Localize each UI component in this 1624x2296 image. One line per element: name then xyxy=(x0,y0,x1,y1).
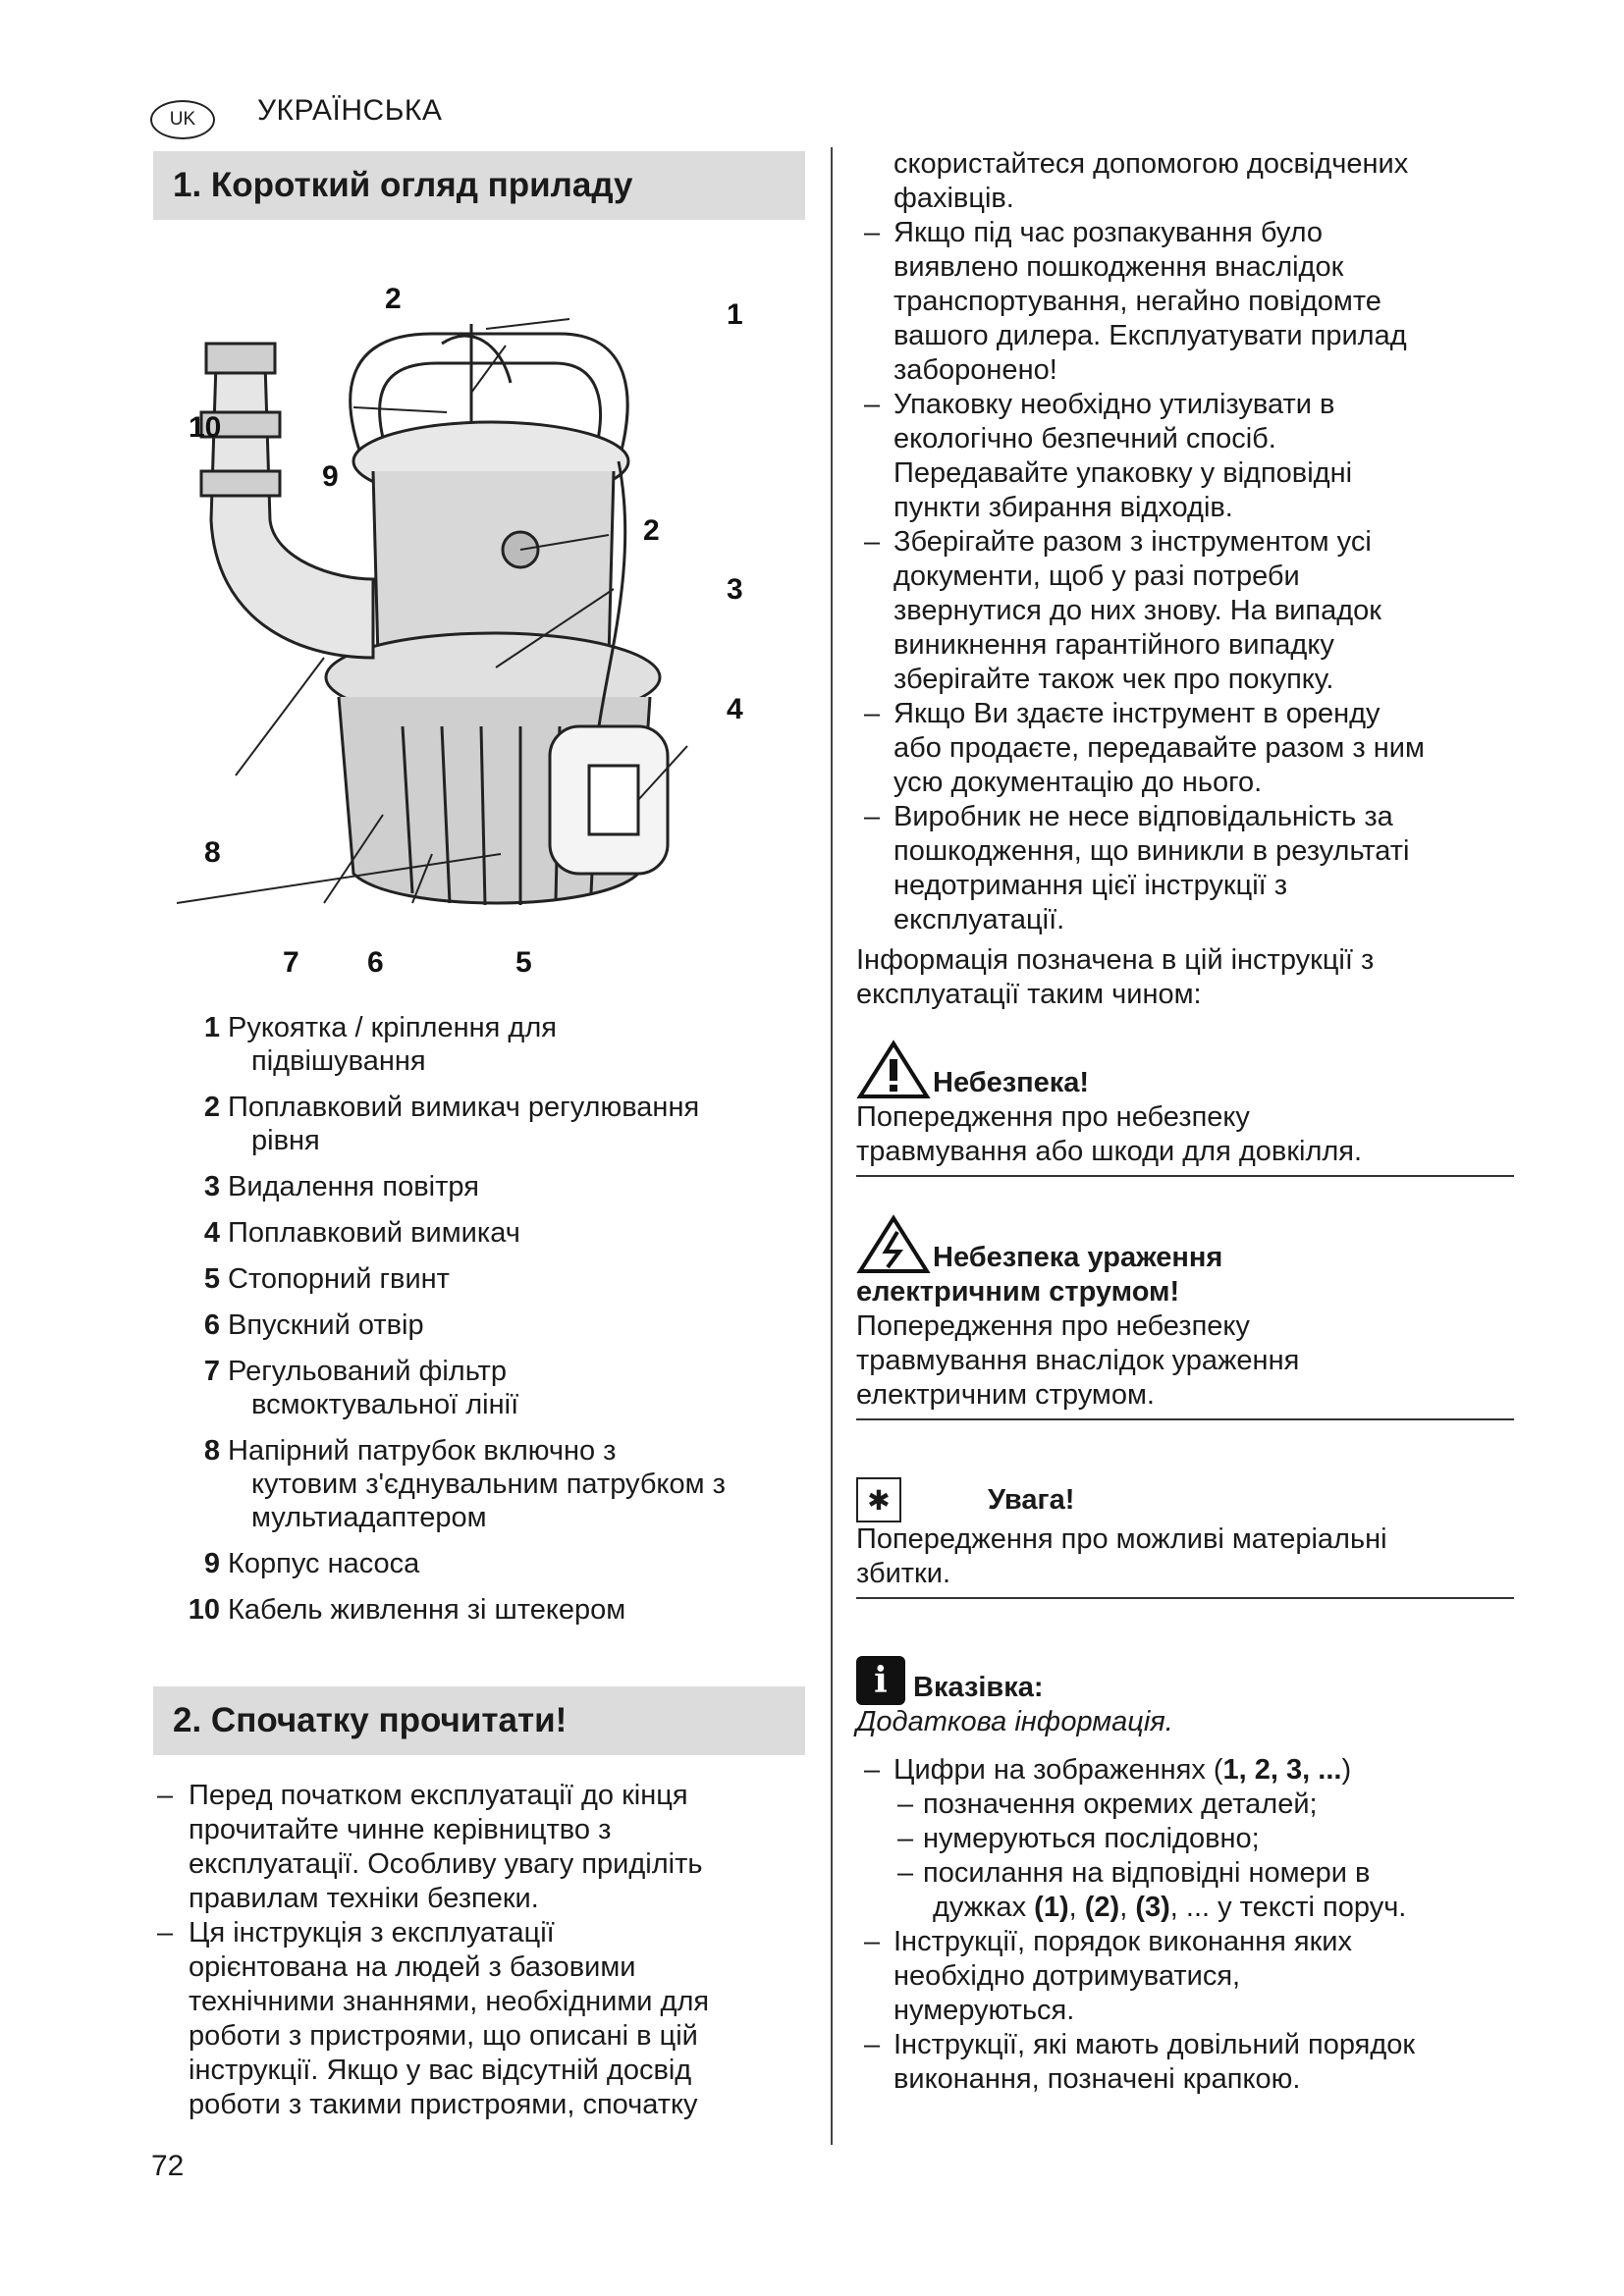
sub-item xyxy=(856,1822,1514,1856)
electric-danger-block xyxy=(856,1214,1514,1420)
intro-list xyxy=(157,1779,805,2122)
part-number: 6 xyxy=(203,1309,220,1341)
list-line: Якщо під час розпакування було xyxy=(893,217,1324,248)
part-number: 7 xyxy=(203,1356,220,1387)
danger-block xyxy=(856,1040,1514,1177)
part-text: Кабель живлення зі штекером xyxy=(228,1594,626,1626)
dash: – xyxy=(864,2029,881,2060)
list-line: Виробник не несе відповідальність за xyxy=(893,801,1393,832)
dash: – xyxy=(157,1780,174,1811)
list-line: експлуатації таким чином: xyxy=(856,979,1202,1010)
dash: – xyxy=(864,1754,881,1786)
dash: – xyxy=(864,526,881,558)
list-line: інструкції. Якщо у вас відсутній досвід xyxy=(189,2055,692,2086)
dash: – xyxy=(157,1917,174,1949)
list-item xyxy=(856,2028,1514,2097)
part-text: Поплавковий вимикач xyxy=(228,1217,520,1249)
part-text-cont: мультиадаптером xyxy=(251,1502,487,1533)
section-2-title: 2. Спочатку прочитати! xyxy=(173,1701,568,1739)
numbering-list xyxy=(856,1753,1514,2097)
list-line: необхідно дотримуватися, xyxy=(893,1960,1241,1992)
list-item xyxy=(856,800,1514,937)
callout-10: 10 xyxy=(189,411,222,444)
list-item xyxy=(157,1916,805,2122)
danger-title: Небезпека! xyxy=(933,1067,1090,1098)
note-title: Вказівка: xyxy=(913,1672,1044,1703)
section-2-heading xyxy=(153,1686,805,1755)
part-row xyxy=(177,1593,805,1627)
part-number: 8 xyxy=(203,1435,220,1467)
callout-5: 5 xyxy=(515,946,532,979)
sub-line-cont xyxy=(923,1891,1406,1925)
part-row xyxy=(177,1262,805,1296)
list-line: роботи з такими пристроями, спочатку xyxy=(189,2089,698,2120)
list-line: Інформація позначена в цій інструкції з xyxy=(856,944,1375,976)
electric-text: електричним струмом. xyxy=(856,1379,1155,1411)
callout-2-top: 2 xyxy=(385,283,402,315)
part-number: 2 xyxy=(203,1092,220,1123)
section-1-heading xyxy=(153,151,805,220)
warning-triangle-icon xyxy=(856,1040,931,1100)
list-line: Зберігайте разом з інструментом усі xyxy=(893,526,1372,558)
danger-title-row xyxy=(856,1040,1514,1100)
electric-title-row xyxy=(856,1214,1514,1275)
electric-text: травмування внаслідок ураження xyxy=(856,1345,1300,1376)
part-row xyxy=(177,1216,805,1250)
sub-line: позначення окремих деталей; xyxy=(923,1789,1318,1820)
list-line: роботи з пристроями, що описані в цій xyxy=(189,2020,698,2052)
pump-diagram xyxy=(177,265,785,991)
list-item xyxy=(856,525,1514,697)
part-number: 10 xyxy=(188,1594,220,1626)
dash: – xyxy=(864,217,881,248)
info-icon: i xyxy=(856,1656,905,1705)
list-line: документи, щоб у разі потреби xyxy=(893,561,1300,592)
list-item xyxy=(157,1779,805,1916)
sub-line: нумеруються послідовно; xyxy=(923,1823,1260,1854)
electric-text: Попередження про небезпеку xyxy=(856,1310,1250,1342)
note-subtitle: Додаткова інформація. xyxy=(856,1706,1173,1737)
page-number: 72 xyxy=(151,2150,185,2182)
bold-ref: (3) xyxy=(1135,1892,1170,1923)
list-line: пошкодження, що виникли в результаті xyxy=(893,835,1410,867)
part-number: 3 xyxy=(203,1171,220,1202)
list-item xyxy=(856,697,1514,800)
list-line: заборонено! xyxy=(893,354,1057,386)
part-text: Рукоятка / кріплення для xyxy=(228,1012,557,1043)
part-text-cont: кутовим з'єднувальним патрубком з xyxy=(251,1468,726,1500)
part-row xyxy=(177,1308,805,1342)
part-text-cont: підвішування xyxy=(251,1045,426,1077)
list-line: екологічно безпечний спосіб. xyxy=(893,423,1276,454)
marking-intro xyxy=(856,943,1514,1012)
right-column xyxy=(856,147,1514,2097)
list-continuation xyxy=(856,147,1514,216)
list-item xyxy=(856,1753,1514,1788)
list-line: Перед початком експлуатації до кінця xyxy=(189,1780,688,1811)
list-line: Ця інструкція з експлуатації xyxy=(189,1917,555,1949)
sub-text: , ... у тексті поруч. xyxy=(1169,1892,1407,1923)
list-line: зберігайте також чек про покупку. xyxy=(893,664,1334,695)
list-item xyxy=(856,1925,1514,2028)
callout-1: 1 xyxy=(727,298,743,331)
sub-text: , xyxy=(1119,1892,1136,1923)
dash: – xyxy=(864,698,881,729)
dash: – xyxy=(897,1857,914,1889)
callout-7: 7 xyxy=(283,946,299,979)
list-line: Якщо Ви здаєте інструмент в оренду xyxy=(893,698,1380,729)
sub-line: посилання на відповідні номери в xyxy=(923,1857,1371,1889)
callout-6: 6 xyxy=(367,946,384,979)
part-row xyxy=(177,1091,805,1157)
caution-block xyxy=(856,1477,1514,1599)
list-line: усю документацію до нього. xyxy=(893,767,1263,798)
part-text-cont: рівня xyxy=(251,1125,320,1156)
list-line: технічними знаннями, необхідними для xyxy=(189,1986,710,2017)
sub-text: , xyxy=(1068,1892,1085,1923)
dash: – xyxy=(864,1926,881,1957)
callout-4: 4 xyxy=(727,693,743,725)
part-text: Видалення повітря xyxy=(228,1171,479,1202)
part-text: Впускний отвір xyxy=(228,1309,424,1341)
callout-2-right: 2 xyxy=(643,514,660,547)
note-block xyxy=(856,1656,1514,1739)
list-line: нумеруються. xyxy=(893,1995,1075,2026)
bold-ref: 1, 2, 3, ... xyxy=(1222,1754,1342,1786)
list-line: звернутися до них знову. На випадок xyxy=(893,595,1381,626)
outlet-elbow xyxy=(211,363,373,658)
part-text: Корпус насоса xyxy=(228,1548,420,1579)
list-line: Інструкції, порядок виконання яких xyxy=(893,1926,1352,1957)
part-number: 5 xyxy=(203,1263,220,1295)
parts-list xyxy=(177,1011,805,1639)
dash: – xyxy=(864,801,881,832)
list-line: вашого дилера. Експлуатувати прилад xyxy=(893,320,1407,351)
list-line: орієнтована на людей з базовими xyxy=(189,1951,636,1983)
list-line: пункти збирання відходів. xyxy=(893,492,1233,523)
list-line: Інструкції, які мають довільний порядок xyxy=(893,2029,1416,2060)
dash: – xyxy=(897,1789,914,1820)
list-line: Упаковку необхідно утилізувати в xyxy=(893,389,1335,420)
language-name: УКРАЇНСЬКА xyxy=(257,94,443,127)
list-line: правилам техніки безпеки. xyxy=(189,1883,539,1914)
electric-title-2: електричним струмом! xyxy=(856,1276,1180,1308)
list-item xyxy=(856,216,1514,388)
part-text: Стопорний гвинт xyxy=(228,1263,450,1295)
sub-item xyxy=(856,1788,1514,1822)
list-line: ) xyxy=(1341,1754,1352,1786)
list-line: виявлено пошкодження внаслідок xyxy=(893,251,1344,283)
list-item xyxy=(856,388,1514,525)
list-line: або продаєте, передавайте разом з ним xyxy=(893,732,1425,764)
list-line: експлуатації. xyxy=(893,904,1065,935)
column-divider xyxy=(831,147,833,2145)
list-line: Цифри на зображеннях ( xyxy=(893,1754,1223,1786)
bold-ref: (1) xyxy=(1034,1892,1069,1923)
caution-title-row xyxy=(856,1477,1514,1522)
language-code: UK xyxy=(169,109,196,130)
part-number: 1 xyxy=(203,1012,220,1043)
dash: – xyxy=(897,1823,914,1854)
part-row xyxy=(177,1011,805,1078)
dash: – xyxy=(864,389,881,420)
danger-text: Попередження про небезпеку xyxy=(856,1101,1250,1133)
sub-text: дужках xyxy=(933,1892,1035,1923)
list-line: фахівців. xyxy=(893,183,1014,214)
callout-3: 3 xyxy=(727,573,743,606)
callout-9: 9 xyxy=(322,460,339,493)
part-number: 9 xyxy=(203,1548,220,1579)
caution-icon: ✱ xyxy=(856,1477,901,1522)
callout-8: 8 xyxy=(204,836,221,869)
electric-hazard-icon xyxy=(856,1214,931,1275)
caution-title: Увага! xyxy=(988,1483,1075,1516)
caution-text: збитки. xyxy=(856,1558,951,1589)
list-line: виконання, позначені крапкою. xyxy=(893,2063,1301,2095)
part-text-cont: всмоктувальної лінії xyxy=(251,1389,519,1420)
part-number: 4 xyxy=(203,1217,220,1249)
part-row xyxy=(177,1170,805,1203)
part-row xyxy=(177,1547,805,1580)
list-line: недотримання цієї інструкції з xyxy=(893,870,1288,901)
list-line: скористайтеся допомогою досвідчених xyxy=(893,148,1409,180)
caution-text: Попередження про можливі матеріальні xyxy=(856,1523,1387,1555)
list-line: виникнення гарантійного випадку xyxy=(893,629,1334,661)
part-row xyxy=(177,1355,805,1421)
danger-text: травмування або шкоди для довкілля. xyxy=(856,1136,1363,1167)
section-1-title: 1. Короткий огляд приладу xyxy=(173,166,633,204)
bold-ref: (2) xyxy=(1084,1892,1120,1923)
sub-item xyxy=(856,1856,1514,1925)
part-text: Поплавковий вимикач регулювання xyxy=(228,1092,700,1123)
part-row xyxy=(177,1434,805,1534)
list-line: прочитайте чинне керівництво з xyxy=(189,1814,612,1845)
electric-title-1: Небезпека ураження xyxy=(933,1242,1223,1273)
part-text: Напірний патрубок включно з xyxy=(228,1435,617,1467)
part-text: Регульований фільтр xyxy=(228,1356,507,1387)
list-line: транспортування, негайно повідомте xyxy=(893,286,1381,317)
list-line: Передавайте упаковку у відповідні xyxy=(893,457,1353,489)
list-line: експлуатації. Особливу увагу приділіть xyxy=(189,1848,703,1880)
note-title-row xyxy=(856,1656,1514,1705)
language-badge xyxy=(150,100,215,139)
